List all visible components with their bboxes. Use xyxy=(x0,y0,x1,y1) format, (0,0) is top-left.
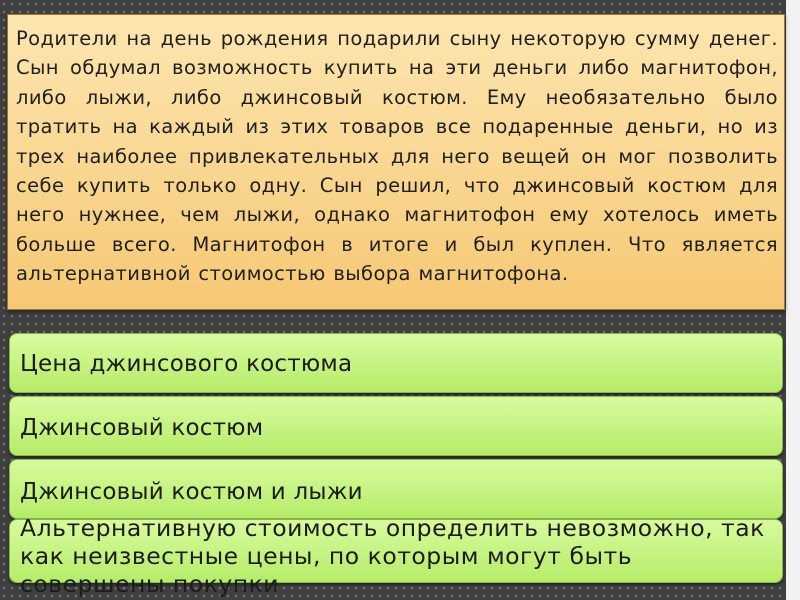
answer-option-label: Цена джинсового костюма xyxy=(20,351,353,377)
answer-option-label: Джинсовый костюм и лыжи xyxy=(20,479,363,505)
answer-option-4[interactable] xyxy=(9,514,783,598)
question-box xyxy=(7,14,785,310)
answer-option-label: Джинсовый костюм xyxy=(20,415,264,441)
answer-option-1[interactable] xyxy=(9,333,783,393)
question-text: Родители на день рождения подарили сыну некоторую сумму денег. Сын обдумал возможность купить на эти деньги либо магнитофон, либо лыжи, либо джинсовый костюм. Ему необязательно было тратить на каждый из этих товаров все подаренные деньги, но из трех наиболее привлекательных для него вещей он мог позволить себе купить только одну. Сын решил, что джинсовый костюм для него нужнее, чем лыжи, однако магнитофон ему хотелось иметь больше всего. Магнитофон в итоге и был куплен. Что является альтернативной стоимостью выбора магнитофона. xyxy=(16,27,778,286)
answer-option-2[interactable] xyxy=(9,396,783,456)
right-edge-strip xyxy=(786,0,800,600)
answer-option-label: Альтернативную стоимость определить невозможно, так как неизвестные цены, по которым могут быть совершены покупки xyxy=(20,514,765,598)
answer-option-3[interactable] xyxy=(9,459,783,519)
